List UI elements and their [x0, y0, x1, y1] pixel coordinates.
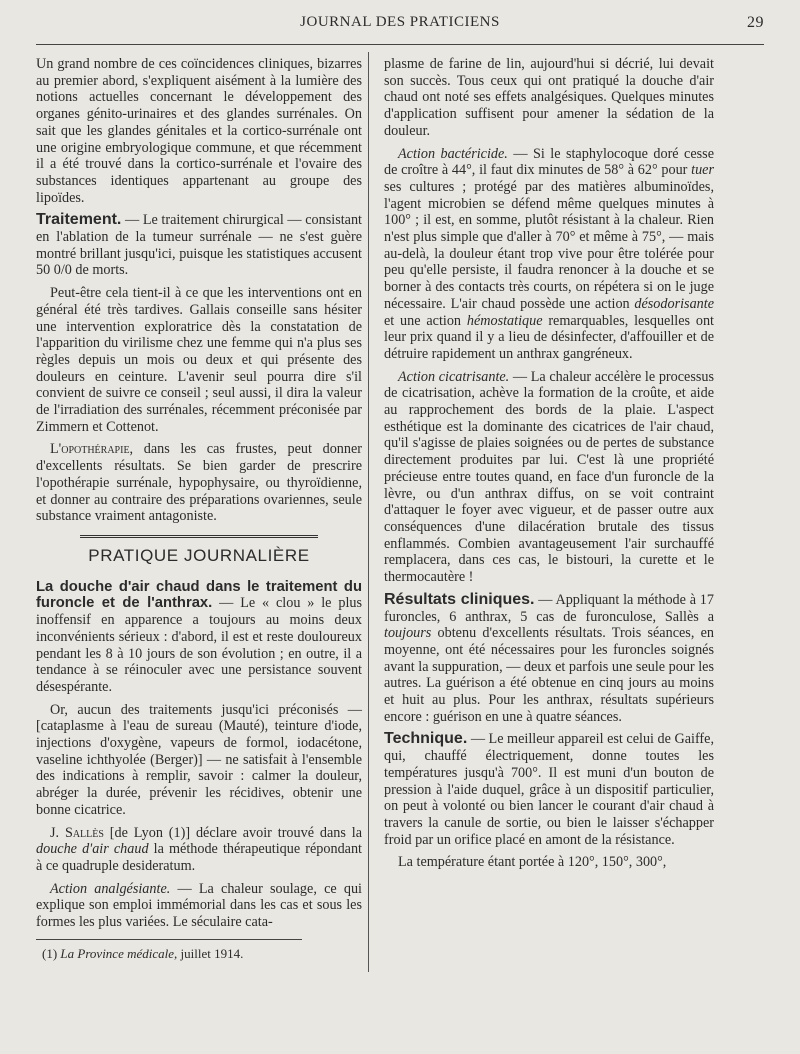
text-run: [de Lyon (1)] déclare avoir trouvé dans la [103, 824, 362, 841]
paragraph-text: — La chaleur soulage, ce qui explique son emploi immémorial dans les cas et sous les formes les plus variées. Le séculaire cata- [36, 880, 362, 931]
paragraph-resultats [384, 592, 714, 726]
paragraph-text: dans les cas frustes, peut donner d'excellents résultats. Se bien garder de prescrire l'opothérapie surrénale, hypophysaire, ou thyroïdienne, et donner au contraire des préparations ovariennes, seule substance vraiment antagoniste. [36, 441, 362, 525]
paragraph-text: — Le « clou » le plus inoffensif en apparence a toujours au moins deux inconvénients sérieux : d'abord, il est et reste douloureux pendant les 8 à 10 jours de son évolution ; en outre, il a tendance à se réinoculer avec une persistance souvent désespérante. [36, 595, 362, 695]
paragraph-opotherapie [36, 441, 362, 525]
italic-term: tuer [691, 162, 714, 179]
rubric-title: PRATIQUE JOURNALIÈRE [88, 545, 310, 565]
paragraph-technique [384, 731, 714, 848]
page-number: 29 [747, 14, 764, 31]
italic-term: toujours [384, 625, 432, 642]
paragraph: Un grand nombre de ces coïncidences cliniques, bizarres au premier abord, s'expliquent aisément à la lumière des notions actuelles concernant le développement des organes génito-urinaires et des glandes surrénales. On sait que les glandes génitales et la cortico-surrénale ont une origine embryologique commune, et que récemment il a été trouvé dans la cortico-surrénale et l'ovaire des substances identiques appartenant au groupe des lipoïdes. [36, 56, 362, 206]
text-run: remarquables, lesquelles ont leur prix quand il y a lieu de désinfecter, d'affouiller et de détruire rapidement un anthrax gangréneux. [384, 312, 714, 362]
paragraph: La température étant portée à 120°, 150°, 300°, [398, 854, 667, 871]
paragraph: Or, aucun des traitements jusqu'ici préconisés — [cataplasme à l'eau de sureau (Mauté), teinture d'iode, injections d'oxygène, vapeurs de formol, iodacétone, vaseline ichthyolée (Berger)] — ne satisfait à l'ensemble des indications à remplir, savoir : calmer la douleur, abréger la durée, prévenir les récidives, obtenir une bonne cicatrice. [36, 701, 362, 818]
author-name: Sallès [64, 824, 104, 841]
footnote-source: La Province médicale, [60, 945, 178, 961]
text-run: et une action [384, 312, 467, 329]
paragraph-cicatrisante [384, 369, 714, 586]
italic-term: désodorisante [634, 295, 714, 312]
italic-heading: Action bactéricide. [398, 145, 508, 162]
text-run: ses cultures ; protégé par des matières albuminoïdes, l'agent microbien se défend même quelques minutes à 100° ; il est, en somme, plutôt résistant à la chaleur. Rien n'est plus simple que d'aller à 70° et même à 75°, — mais au-delà, la douleur étant trop vive pour être tolérée pour peu qu'elle persiste, il faudra renoncer à la douche et se borner à des contacts très courts, on répétera si on le juge nécessaire. L'air chaud possède une action [384, 178, 714, 312]
text-run: — Appliquant la méthode à 17 furoncles, 6 anthrax, 5 cas de furonculose, Sallès a [384, 591, 714, 625]
paragraph-text: — La chaleur accélère le processus de cicatrisation, achève la formation de la croûte, et aide au rapprochement des bords de la plaie. L'aspect esthétique est la dominante des cicatrices de l'air chaud, qu'il s'agisse de plaies soignées ou de pertes de substance directement produites par lui. C'est là une propriété précieuse entre toutes quand, en face d'un furoncle de la lèvre, ou d'un anthrax diffus, on se voit contraint d'attaquer le foyer avec vigueur, et de passer outre aux conséquences d'une dilacération brutale des tissus enflammés. Combien avantageusement l'air surchauffé remplacera, dans ces cas, le bistouri, la curette et le thermocautère ! [384, 368, 714, 586]
paragraph-traitement [36, 212, 362, 279]
footnote [42, 946, 362, 963]
smallcaps-term: L'opothérapie, [50, 441, 134, 458]
paragraph-text: — Le meilleur appareil est celui de Gaiffe, qui, chauffé électriquement, donne toutes les températures jusqu'à 700°. Il est muni d'un bouton de pression à l'aide duquel, grâce à un dispositif particulier, on peut à volonté ou bien lancer le courant d'air chaud à travers la canule de sortie, ou bien le laisser s'échapper froid par un orifice placé en amont de la résistance. [384, 731, 714, 848]
section-heading: Résultats cliniques. [384, 590, 535, 608]
italic-heading: Action analgésiante. [50, 880, 171, 897]
right-column [384, 56, 714, 877]
article-title: La douche d'air chaud dans le traitement du furoncle et de l'anthrax. [36, 578, 362, 612]
text-run: J. [50, 824, 65, 841]
left-column [36, 56, 362, 962]
footnote-rule [36, 939, 302, 940]
running-header [36, 14, 764, 40]
italic-heading: Action cicatrisante. [398, 368, 510, 385]
section-heading: Traitement. [36, 211, 122, 229]
text-run: — Si le staphylocoque doré cesse de croître à 44°, il faut dix minutes de 58° à 62° pour [384, 145, 714, 179]
paragraph: Peut-être cela tient-il à ce que les interventions ont en général été très tardives. Gallais conseille sans hésiter une intervention exploratrice dès la constatation de l'apparition du virilisme chez une femme qui n'a plus ses règles depuis un mois ou deux et qui présente des douleurs en ceinture. L'avenir seul pourra dire s'il convient de suivre ce conseil ; seul aussi, il dira la valeur de l'irradiation des surrénales, récemment préconisée par Zimmern et Cottenot. [36, 285, 362, 435]
paragraph-bactericide [384, 146, 714, 363]
paragraph-salles [36, 825, 362, 875]
footnote-date: juillet 1914. [177, 945, 244, 961]
text-run: obtenu d'excellents résultats. Trois séances, en moyenne, ont été nécessaires pour les furoncles soignés avant la suppuration, — deux et parfois une seule pour les autres. La guérison a été obtenue en cinq jours au moins et huit au plus. Pour les anthrax, résultats supérieurs encore : guérison en une à quatre séances. [384, 625, 714, 725]
section-rule [80, 535, 318, 538]
footnote-mark: (1) [42, 945, 61, 961]
column-divider [368, 52, 369, 972]
article-lead [36, 579, 362, 696]
paragraph-text: — Le traitement chirurgical — consistant en l'ablation de la tumeur surrénale — ne s'est guère montré brillant jusqu'ici, puisque les statistiques accusent 50 0/0 de morts. [36, 212, 362, 279]
section-heading: Technique. [384, 730, 468, 748]
italic-term: douche d'air chaud [36, 841, 149, 858]
header-rule [36, 44, 764, 45]
text-run: la méthode thérapeutique répondant à ce quadruple desideratum. [36, 841, 363, 874]
paragraph-analgesiante [36, 881, 362, 931]
italic-term: hémostatique [466, 312, 543, 329]
running-title: JOURNAL DES PRATICIENS [300, 14, 500, 30]
paragraph: plasme de farine de lin, aujourd'hui si décrié, lui devait son succès. Tous ceux qui ont pratiqué la douche d'air chaud ont noté ses effets analgésiques. Quelques minutes d'application suffisent pour amener la sédation de la douleur. [384, 56, 714, 139]
